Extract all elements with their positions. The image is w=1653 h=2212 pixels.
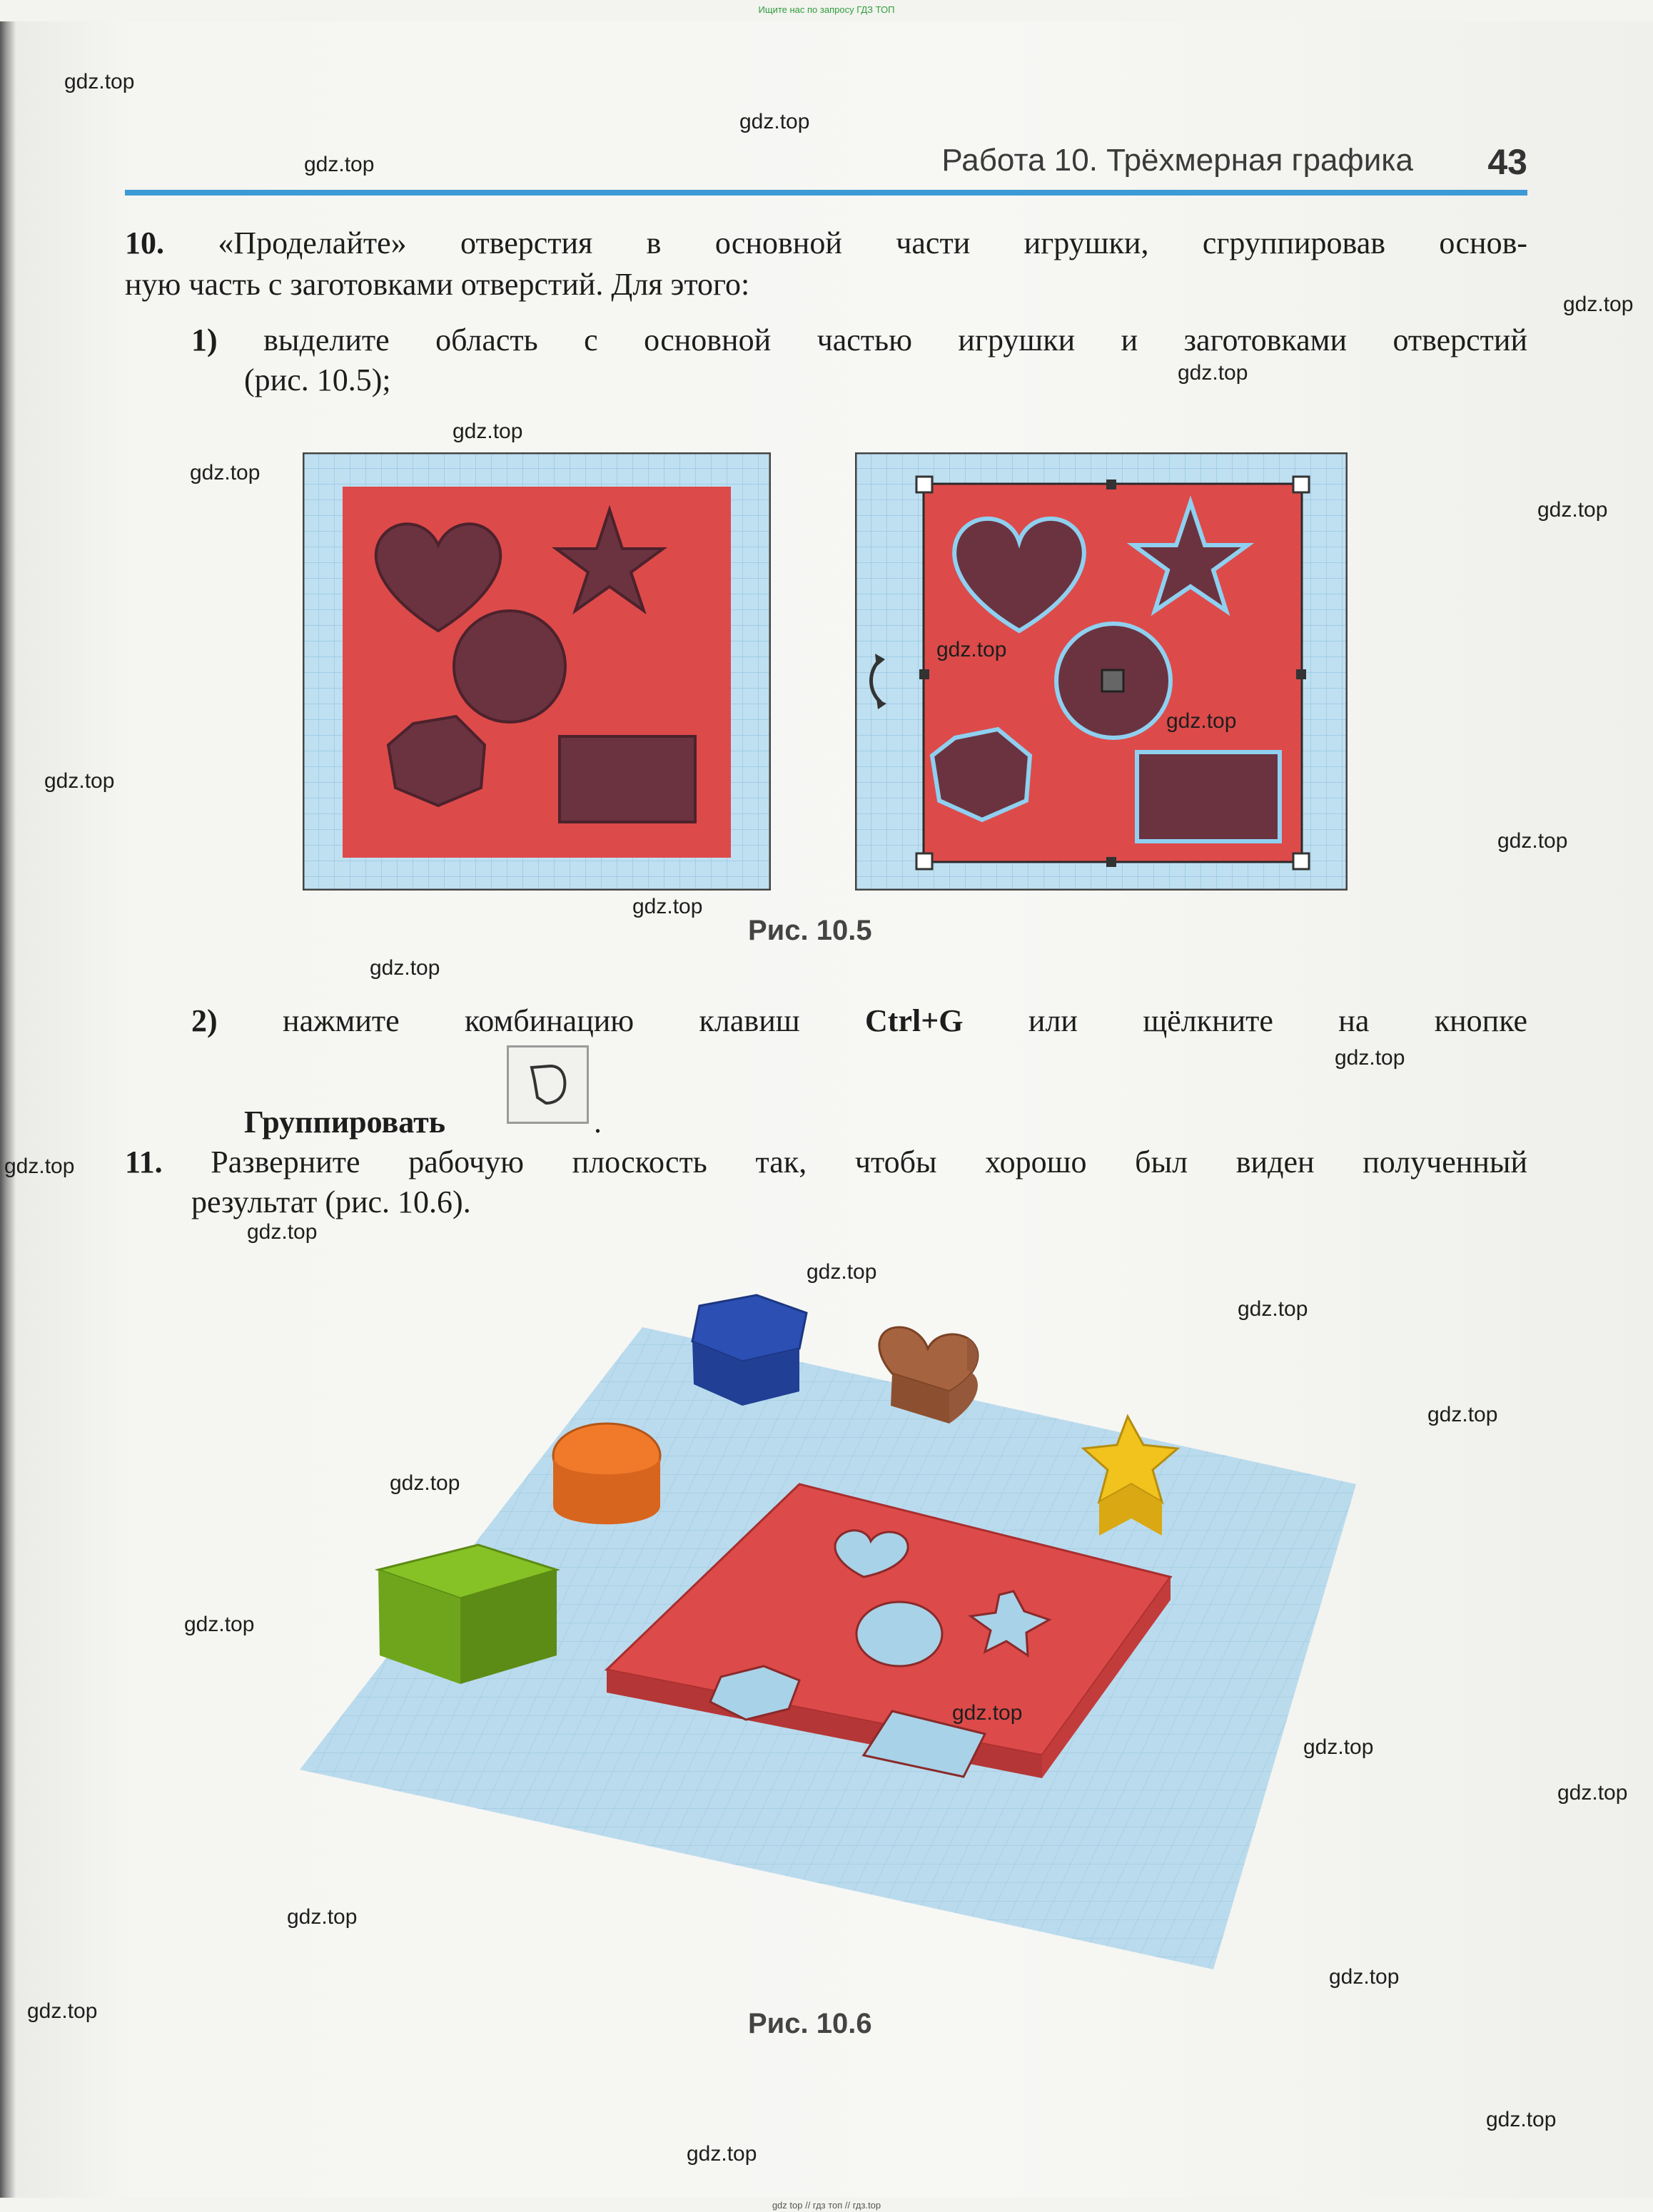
figure-10-6 — [271, 1270, 1385, 1984]
circle-hole — [454, 611, 565, 722]
watermark: gdz.top — [4, 1155, 75, 1178]
watermark: gdz.top — [453, 420, 523, 443]
sub2-number: 2) — [191, 1003, 218, 1038]
selection-handle-tl[interactable] — [916, 477, 932, 492]
step11-line2: результат (рис. 10.6). — [191, 1184, 471, 1219]
selection-handle-left[interactable] — [919, 669, 929, 679]
selection-handle-bottom[interactable] — [1106, 857, 1116, 867]
page-title: Работа 10. Трёхмерная графика — [941, 143, 1413, 178]
watermark: gdz.top — [632, 895, 703, 918]
watermark: gdz.top — [184, 1613, 255, 1636]
watermark: gdz.top — [370, 956, 440, 980]
top-banner: Ищите нас по запросу ГДЗ ТОП — [758, 4, 895, 15]
watermark: gdz.top — [1563, 293, 1634, 316]
step11-number: 11. — [125, 1145, 163, 1179]
figure-10-5-caption: Рис. 10.5 — [748, 915, 872, 946]
group-label: Группировать — [244, 1105, 446, 1140]
watermark: gdz.top — [287, 1905, 358, 1929]
sub1-text1: выделите область с основной частью игрушки и заготовками отверстий — [263, 323, 1527, 357]
watermark: gdz.top — [739, 110, 810, 133]
bottom-banner: gdz top // гдз топ // гдз.top — [772, 2200, 881, 2211]
watermark: gdz.top — [1329, 1965, 1400, 1989]
sub2-text-a: нажмите комбинацию клавиш — [283, 1003, 800, 1038]
watermark: gdz.top — [687, 2142, 757, 2166]
watermark: gdz.top — [1335, 1046, 1405, 1070]
step10-line1 — [125, 223, 1527, 264]
watermark: gdz.top — [1557, 1781, 1628, 1805]
selection-handle-tr[interactable] — [1293, 477, 1309, 492]
watermark: gdz.top — [390, 1471, 460, 1495]
figure-10-5-left — [303, 452, 771, 891]
step10-sub2-line1 — [191, 1000, 1527, 1042]
watermark: gdz.top — [1303, 1735, 1374, 1759]
watermark: gdz.top — [44, 769, 115, 793]
step10-number: 10. — [125, 225, 164, 260]
watermark: gdz.top — [807, 1260, 877, 1284]
selection-handle-right[interactable] — [1296, 669, 1306, 679]
book-spine-shadow — [0, 21, 16, 2198]
figure-10-6-caption: Рис. 10.6 — [748, 2008, 872, 2039]
watermark: gdz.top — [27, 1999, 98, 2023]
watermark: gdz.top — [952, 1701, 1023, 1725]
watermark: gdz.top — [190, 461, 261, 484]
watermark: gdz.top — [936, 638, 1007, 661]
circle-cutout — [856, 1602, 942, 1666]
header-rule — [125, 190, 1527, 196]
selection-handle-br[interactable] — [1293, 853, 1309, 869]
watermark: gdz.top — [1166, 709, 1237, 733]
selection-handle-bl[interactable] — [916, 853, 932, 869]
sub2-text-b: или щёлкните на кнопке — [1028, 1003, 1528, 1038]
watermark: gdz.top — [1427, 1403, 1498, 1426]
watermark: gdz.top — [1238, 1297, 1308, 1321]
rectangle-hole-selected — [1137, 752, 1280, 841]
selection-handle-top[interactable] — [1106, 480, 1116, 489]
step10-sub1-line2: (рис. 10.5); — [244, 362, 391, 397]
watermark: gdz.top — [304, 153, 375, 176]
center-handle[interactable] — [1102, 670, 1123, 691]
hexagon-hole-selected — [932, 729, 1030, 820]
watermark: gdz.top — [1497, 829, 1568, 853]
sub1-number: 1) — [191, 323, 218, 357]
step10-sub1-line1 — [191, 320, 1527, 361]
watermark: gdz.top — [1537, 498, 1608, 522]
ctrl-g-keys: Ctrl+G — [865, 1003, 964, 1038]
watermark: gdz.top — [247, 1220, 318, 1244]
rectangle-hole — [560, 736, 695, 822]
sub2-period: . — [594, 1105, 602, 1140]
figure-10-5-right — [855, 452, 1348, 891]
step10-text1: «Проделайте» отверстия в основной части игрушки, сгруппировав основ- — [218, 225, 1527, 260]
page-number: 43 — [1487, 142, 1527, 182]
step11-text1: Разверните рабочую плоскость так, чтобы хорошо был виден полученный — [211, 1145, 1528, 1179]
watermark: gdz.top — [1178, 361, 1248, 385]
step10-line2: ную часть с заготовками отверстий. Для этого: — [125, 267, 750, 302]
step11-line1 — [125, 1142, 1527, 1183]
watermark: gdz.top — [64, 70, 135, 93]
watermark: gdz.top — [1486, 2108, 1557, 2131]
